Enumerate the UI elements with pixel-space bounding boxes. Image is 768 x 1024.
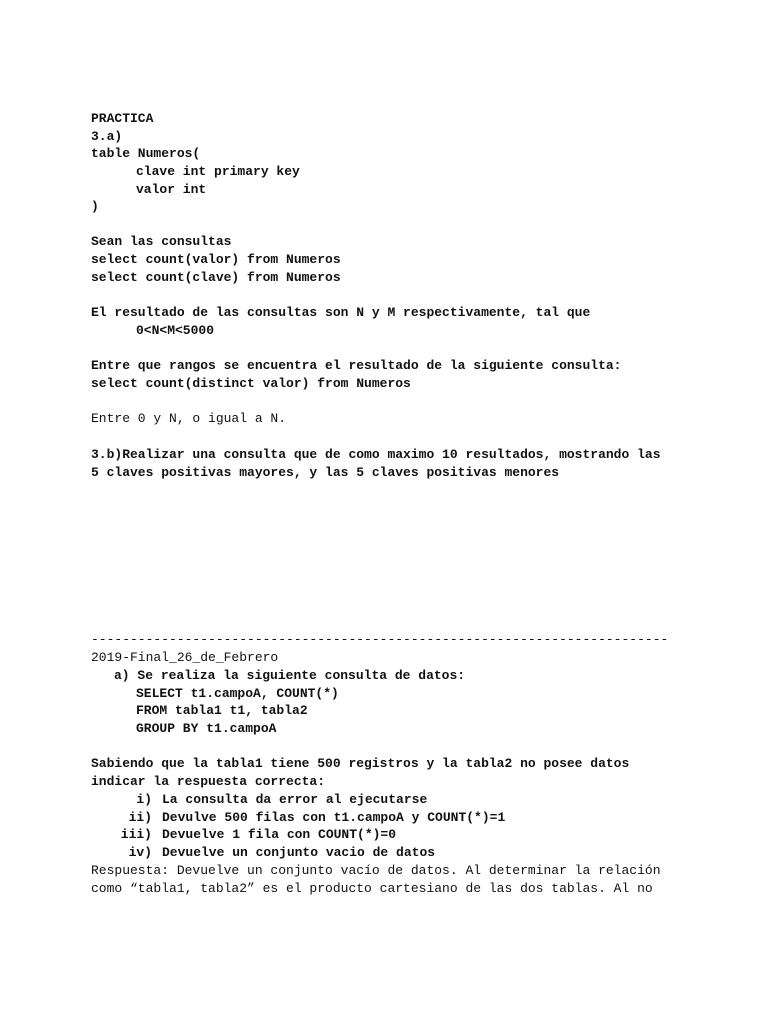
final-heading: 2019-Final_26_de_Febrero: [91, 650, 279, 665]
sabiendo-line1: Sabiendo que la tabla1 tiene 500 registros y la tabla2 no posee datos: [91, 756, 630, 771]
item-a-text: Se realiza la siguiente consulta de datos:: [137, 668, 466, 683]
section-divider: --------------------------------------------------------------------------: [91, 632, 669, 647]
section-3b-line1: 3.b)Realizar una consulta que de como maximo 10 resultados, mostrando las: [91, 447, 661, 462]
column-valor: valor int: [136, 182, 207, 197]
option-ii-text: Devulve 500 filas con t1.campoA y COUNT(*)=1: [162, 810, 506, 825]
option-ii: [108, 809, 505, 827]
option-i: [108, 791, 427, 809]
query-count-distinct: select count(distinct valor) from Numeros: [91, 376, 411, 391]
entre-que-text: Entre que rangos se encuentra el resultado de la siguiente consulta:: [91, 358, 622, 373]
option-ii-label: ii): [128, 810, 152, 825]
item-a: [114, 667, 465, 685]
section-3a-label: 3.a): [91, 129, 123, 144]
sabiendo-line2: indicar la respuesta correcta:: [91, 774, 326, 789]
option-iv-label: iv): [128, 845, 152, 860]
sean-text: Sean las consultas: [91, 234, 232, 249]
respuesta-line2: como “tabla1, tabla2” es el producto cartesiano de las dos tablas. Al no: [91, 881, 653, 896]
option-iii-label: iii): [120, 827, 152, 842]
item-a-label: a): [114, 668, 130, 683]
option-i-label: i): [136, 792, 152, 807]
query-count-valor: select count(valor) from Numeros: [91, 252, 341, 267]
respuesta-line1: Respuesta: Devuelve un conjunto vacío de datos. Al determinar la relación: [91, 863, 661, 878]
option-iv-text: Devuelve un conjunto vacio de datos: [162, 845, 436, 860]
option-iii-text: Devuelve 1 fila con COUNT(*)=0: [162, 827, 397, 842]
sql-group-by: GROUP BY t1.campoA: [136, 721, 277, 736]
query-count-clave: select count(clave) from Numeros: [91, 270, 341, 285]
option-iv: [108, 844, 435, 862]
answer-text: Entre 0 y N, o igual a N.: [91, 411, 287, 426]
table-close-paren: ): [91, 199, 99, 214]
sql-from: FROM tabla1 t1, tabla2: [136, 703, 308, 718]
sql-select: SELECT t1.campoA, COUNT(*): [136, 686, 339, 701]
column-clave: clave int primary key: [136, 164, 300, 179]
option-i-text: La consulta da error al ejecutarse: [162, 792, 428, 807]
option-iii: [108, 826, 396, 844]
practica-title: PRACTICA: [91, 111, 154, 126]
resultado-text: El resultado de las consultas son N y M respectivamente, tal que: [91, 305, 591, 320]
condicion-text: 0<N<M<5000: [136, 323, 215, 338]
table-declaration: table Numeros(: [91, 146, 201, 161]
section-3b-line2: 5 claves positivas mayores, y las 5 claves positivas menores: [91, 465, 560, 480]
